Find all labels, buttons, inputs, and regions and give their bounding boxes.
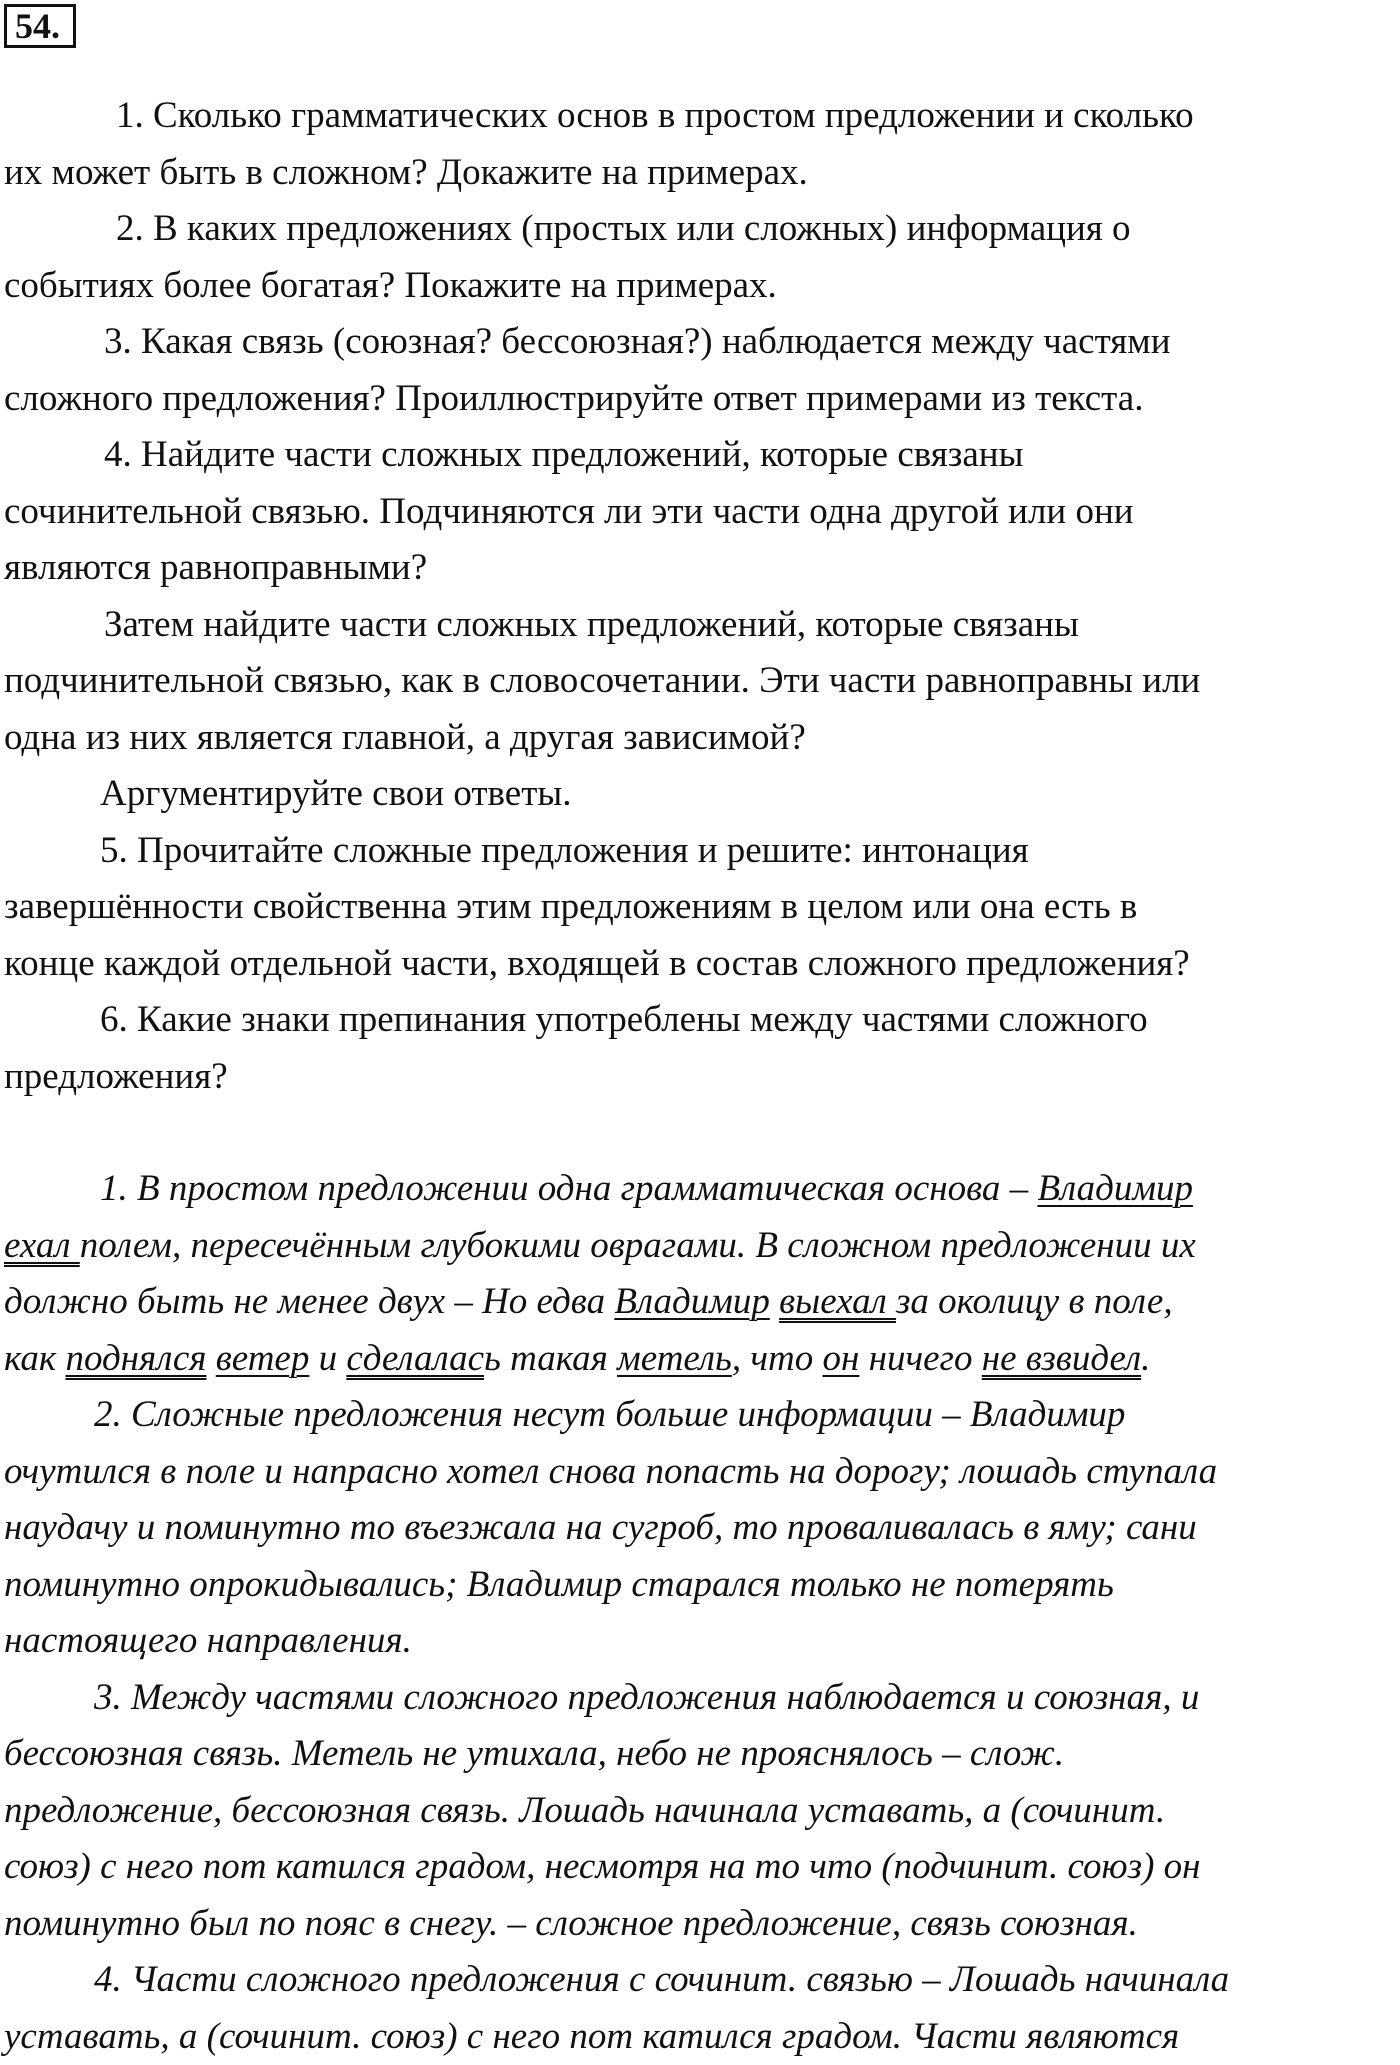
answer-text: ь такая — [484, 1338, 617, 1379]
answer-line: 3. Между частями сложного предложения наблюдается и союзная, и — [4, 1670, 1396, 1727]
question-line: их может быть в сложном? Докажите на примерах. — [4, 145, 1396, 202]
question-line: 1. Сколько грамматических основ в простом предложении и сколько — [4, 88, 1396, 145]
question-line: конце каждой отдельной части, входящей в состав сложного предложения? — [4, 936, 1396, 993]
question-line: сочинительной связью. Подчиняются ли эти части одна другой или они — [4, 484, 1396, 541]
answer-text: . — [1141, 1338, 1150, 1379]
predicate-underline: сделалас — [346, 1338, 484, 1379]
answer-text: должно быть не менее двух – Но едва — [4, 1281, 614, 1322]
answer-line: наудачу и поминутно то въезжала на сугроб, то проваливалась в яму; сани — [4, 1500, 1396, 1557]
answer-line — [4, 1274, 1396, 1331]
answer-line — [4, 1161, 1396, 1218]
question-line: завершённости свойственна этим предложениям в целом или она есть в — [4, 879, 1396, 936]
answer-text: полем, пересечённым глубокими оврагами. В сложном предложении их — [80, 1225, 1196, 1266]
answer-line: настоящего направления. — [4, 1613, 1396, 1670]
answer-line — [4, 1218, 1396, 1275]
question-line: событиях более богатая? Покажите на примерах. — [4, 258, 1396, 315]
subject-underline: он — [823, 1338, 860, 1379]
section-gap — [4, 1105, 1396, 1161]
answer-text — [770, 1281, 779, 1322]
answer-line: 2. Сложные предложения несут больше информации – Владимир — [4, 1387, 1396, 1444]
predicate-underline: выехал — [779, 1281, 896, 1322]
question-line: 2. В каких предложениях (простых или сложных) информация о — [4, 201, 1396, 258]
answer-line: очутился в поле и напрасно хотел снова попасть на дорогу; лошадь ступала — [4, 1444, 1396, 1501]
question-line: 4. Найдите части сложных предложений, которые связаны — [4, 427, 1396, 484]
answer-text: 1. В простом предложении одна грамматическая основа – — [100, 1168, 1037, 1209]
question-line: Затем найдите части сложных предложений, которые связаны — [4, 597, 1396, 654]
answer-line — [4, 1331, 1396, 1388]
answer-text — [206, 1338, 215, 1379]
subject-underline: ветер — [216, 1338, 310, 1379]
answer-line: предложение, бессоюзная связь. Лошадь начинала уставать, а (сочинит. — [4, 1783, 1396, 1840]
answer-text: , что — [732, 1338, 823, 1379]
predicate-underline: не взвидел — [982, 1338, 1141, 1379]
answer-line: бессоюзная связь. Метель не утихала, небо не прояснялось – слож. — [4, 1726, 1396, 1783]
predicate-underline: поднялся — [65, 1338, 206, 1379]
answer-text: за околицу в поле, — [896, 1281, 1173, 1322]
answer-text: как — [4, 1338, 65, 1379]
answer-line: поминутно опрокидывались; Владимир старался только не потерять — [4, 1557, 1396, 1614]
answer-line: уставать, а (сочинит. союз) с него пот катился градом. Части являются — [4, 2009, 1396, 2065]
question-line: предложения? — [4, 1049, 1396, 1106]
question-line: сложного предложения? Проиллюстрируйте ответ примерами из текста. — [4, 371, 1396, 428]
question-line: одна из них является главной, а другая зависимой? — [4, 710, 1396, 767]
page-content — [4, 88, 1396, 2065]
predicate-underline: ехал — [4, 1225, 80, 1266]
question-line: 3. Какая связь (союзная? бессоюзная?) наблюдается между частями — [4, 314, 1396, 371]
answer-text: ничего — [859, 1338, 981, 1379]
question-line: являются равноправными? — [4, 540, 1396, 597]
answer-line: союз) с него пот катился градом, несмотря на то что (подчинит. союз) он — [4, 1839, 1396, 1896]
subject-underline: Владимир — [1037, 1168, 1193, 1209]
question-line: подчинительной связью, как в словосочетании. Эти части равноправны или — [4, 653, 1396, 710]
subject-underline: Владимир — [614, 1281, 770, 1322]
answer-line: 4. Части сложного предложения с сочинит. связью – Лошадь начинала — [4, 1952, 1396, 2009]
question-line: 6. Какие знаки препинания употреблены между частями сложного — [4, 992, 1396, 1049]
subject-underline: метель — [617, 1338, 732, 1379]
task-number: 54. — [4, 4, 76, 48]
question-line: Аргументируйте свои ответы. — [4, 766, 1396, 823]
question-line: 5. Прочитайте сложные предложения и решите: интонация — [4, 823, 1396, 880]
answer-text: и — [309, 1338, 346, 1379]
answer-line: поминутно был по пояс в снегу. – сложное предложение, связь союзная. — [4, 1896, 1396, 1953]
